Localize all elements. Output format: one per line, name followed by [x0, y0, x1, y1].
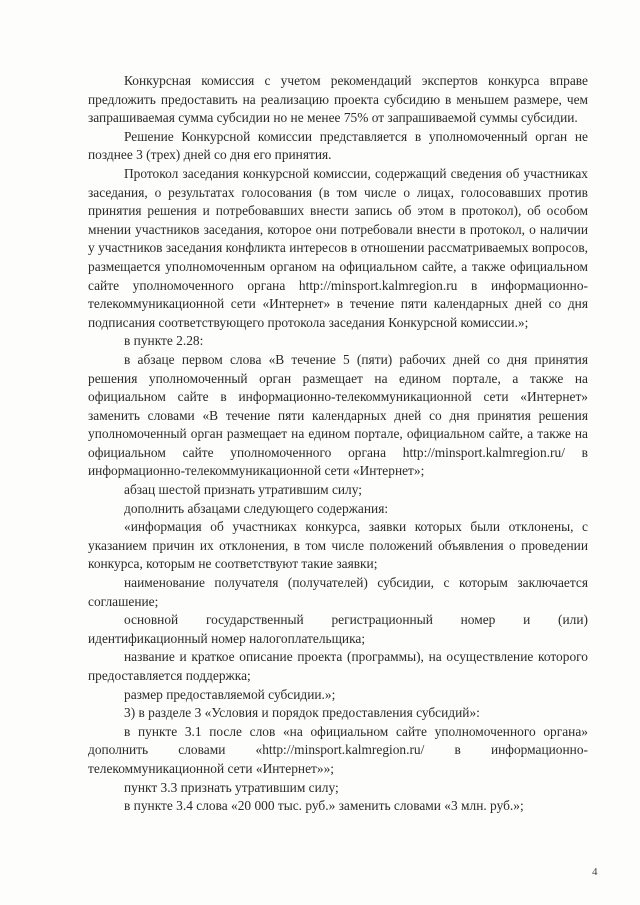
paragraph-11: название и краткое описание проекта (программы), на осуществление которого предоставляется поддержка; — [88, 649, 588, 683]
paragraph-2: Решение Конкурсной комиссии представляется в уполномоченный орган не позднее 3 (трех) дней со дня его принятия. — [88, 128, 588, 163]
paragraph-8: «информация об участниках конкурса, заявки которых были отклонены, с указанием причин их отклонения, в том числе положений объявления о проведении конкурса, которым не соответствуют такие заявки; — [88, 519, 588, 572]
paragraph-6: абзац шестой признать утратившим силу; — [124, 482, 362, 498]
paragraph-14: в пункте 3.1 после слов «на официальном сайте уполномоченного органа» дополнить словами «http://minsport.kalmregion.ru/ в информационно-телекоммуникационной сети «Интернет»»; — [88, 723, 588, 776]
paragraph-3: Протокол заседания конкурсной комиссии, содержащий сведения об участниках заседания, о результатах голосования (в том числе о лицах, голосовавших против принятия решения и потребовавших внести запись об этом в протокол), об особом мнении участников заседания, которое они потребовали внести в протокол, о наличии у участников заседания конфликта интересов в отношении рассматриваемых вопросов, размещается уполномоченным органом на официальном сайте, а также официальном сайте уполномоченного органа http://minsport.kalmregion.ru в информационно-телекоммуникационной сети «Интернет» в течение пяти календарных дней со дня подписания соответствующего протокола заседания Конкурсной комиссии.»; — [88, 165, 588, 330]
paragraph-13: 3) в разделе 3 «Условия и порядок предоставления субсидий»: — [124, 705, 480, 721]
paragraph-9: наименование получателя (получателей) субсидии, с которым заключается соглашение; — [88, 575, 588, 609]
paragraph-15: пункт 3.3 признать утратившим силу; — [124, 779, 339, 795]
paragraph-4: в пункте 2.28: — [124, 333, 204, 349]
page-number: 4 — [592, 866, 598, 878]
document-body — [88, 72, 588, 816]
paragraph-1: Конкурсная комиссия с учетом рекомендаций экспертов конкурса вправе предложить предоставить на реализацию проекта субсидию в меньшем размере, чем запрашиваемая сумма субсидии но не менее 75% от запрашиваемой суммы субсидии. — [88, 73, 588, 126]
paragraph-7: дополнить абзацами следующего содержания: — [124, 500, 389, 516]
paragraph-5: в абзаце первом слова «В течение 5 (пяти) рабочих дней со дня принятия решения уполномоченный орган размещает на едином портале, а также на официальном сайте в информационно-телекоммуникационной сети «Интернет» заменить словами «В течение пяти календарных дней со дня принятия решения уполномоченный орган размещает на едином портале, официальном сайте, а также на официальном сайте уполномоченного органа http://minsport.kalmregion.ru/ в информационно-телекоммуникационной сети «Интернет»; — [88, 351, 588, 479]
paragraph-10: основной государственный регистрационный номер и (или) идентификационный номер налогоплательщика; — [88, 612, 588, 646]
paragraph-16: в пункте 3.4 слова «20 000 тыс. руб.» заменить словами «3 млн. руб.»; — [124, 798, 524, 814]
paragraph-12: размер предоставляемой субсидии.»; — [124, 686, 336, 702]
